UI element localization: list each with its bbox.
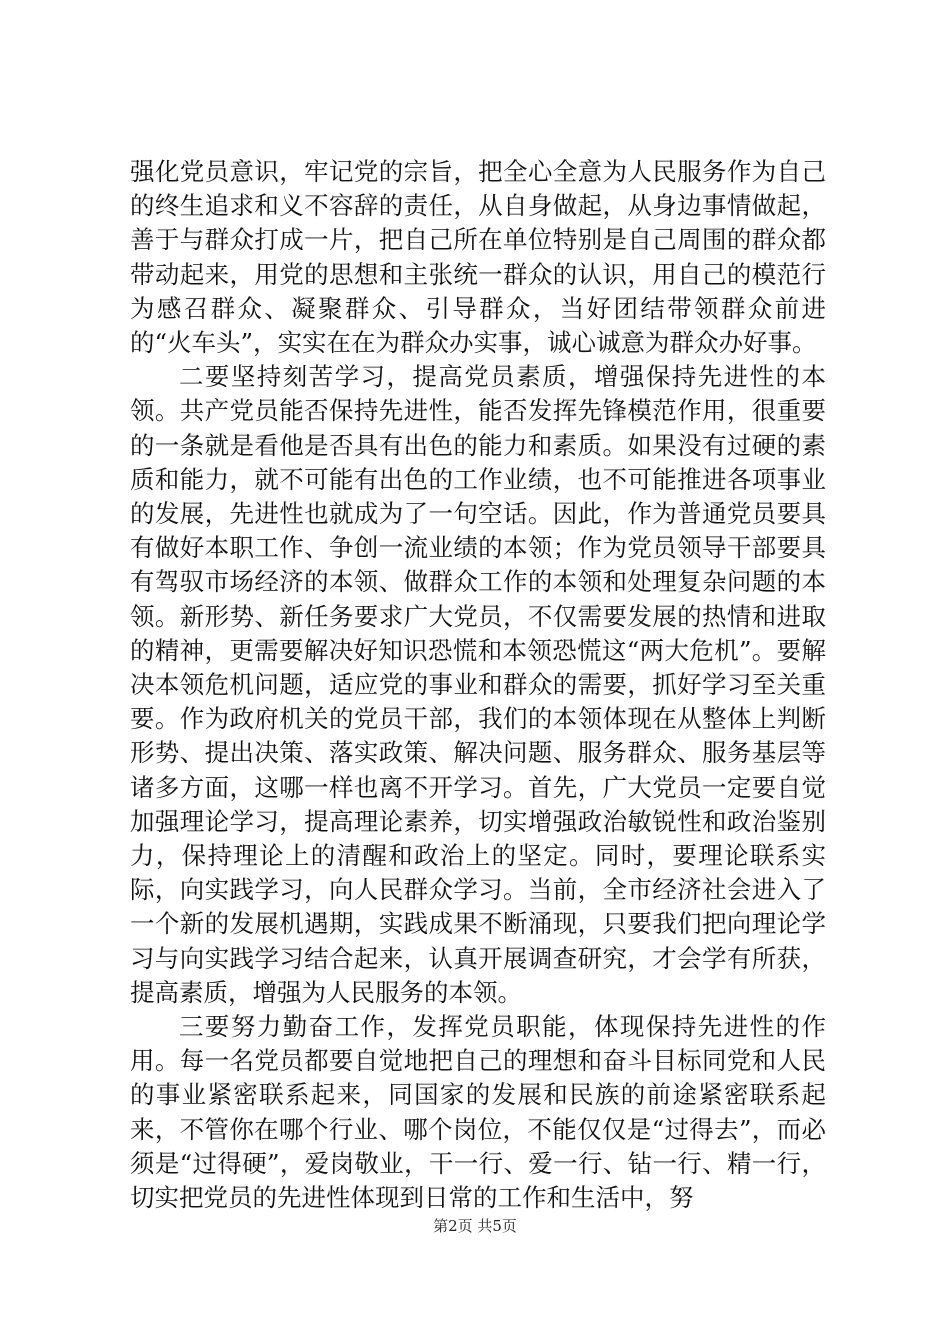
page-footer: 第2页 共5页 (433, 1217, 517, 1235)
paragraph-continued: 强化党员意识，牢记党的宗旨，把全心全意为人民服务作为自己的终生追求和义不容辞的责任，从自身做起，从身边事情做起，善于与群众打成一片，把自己所在单位特别是自己周围的群众都带动起来，用党的思想和主张统一群众的认识，用自己的模范行为感召群众、凝聚群众、引导群众，当好团结带领群众前进的“火车头”，实实在在为群众办实事，诚心诚意为群众办好事。 (130, 157, 826, 358)
paragraph-study: 二要坚持刻苦学习，提高党员素质，增强保持先进性的本领。共产党员能否保持先进性，能否发挥先锋模范作用，很重要的一条就是看他是否具有出色的能力和素质。如果没有过硬的素质和能力，就不可能有出色的工作业绩，也不可能推进各项事业的发展，先进性也就成为了一句空话。因此，作为普通党员要具有做好本职工作、争创一流业绩的本领；作为党员领导干部要具有驾驭市场经济的本领、做群众工作的本领和处理复杂问题的本领。新形势、新任务要求广大党员，不仅需要发展的热情和进取的精神，更需要解决好知识恐慌和本领恐慌这“两大危机”。要解决本领危机问题，适应党的事业和群众的需要，抓好学习至关重要。作为政府机关的党员干部，我们的本领体现在从整体上判断形势、提出决策、落实政策、解决问题、服务群众、服务基层等诸多方面，这哪一样也离不开学习。首先，广大党员一定要自觉加强理论学习，提高理论素养，切实增强政治敏锐性和政治鉴别力，保持理论上的清醒和政治上的坚定。同时，要理论联系实际，向实践学习，向人民群众学习。当前，全市经济社会进入了一个新的发展机遇期，实践成果不断涌现，只要我们把向理论学习与向实践学习结合起来，认真开展调查研究，才会学有所获，提高素质，增强为人民服务的本领。 (130, 362, 826, 1007)
paragraph-work: 三要努力勤奋工作，发挥党员职能，体现保持先进性的作用。每一名党员都要自觉地把自己的理想和奋斗目标同党和人民的事业紧密联系起来，同国家的发展和民族的前途紧密联系起来，不管你在哪个行业、哪个岗位，不能仅仅是“过得去”，而必须是“过得硬”，爱岗敬业，干一行、爱一行、钻一行、精一行，切实把党员的先进性体现到日常的工作和生活中，努 (130, 1012, 826, 1213)
body-text (130, 155, 826, 1215)
